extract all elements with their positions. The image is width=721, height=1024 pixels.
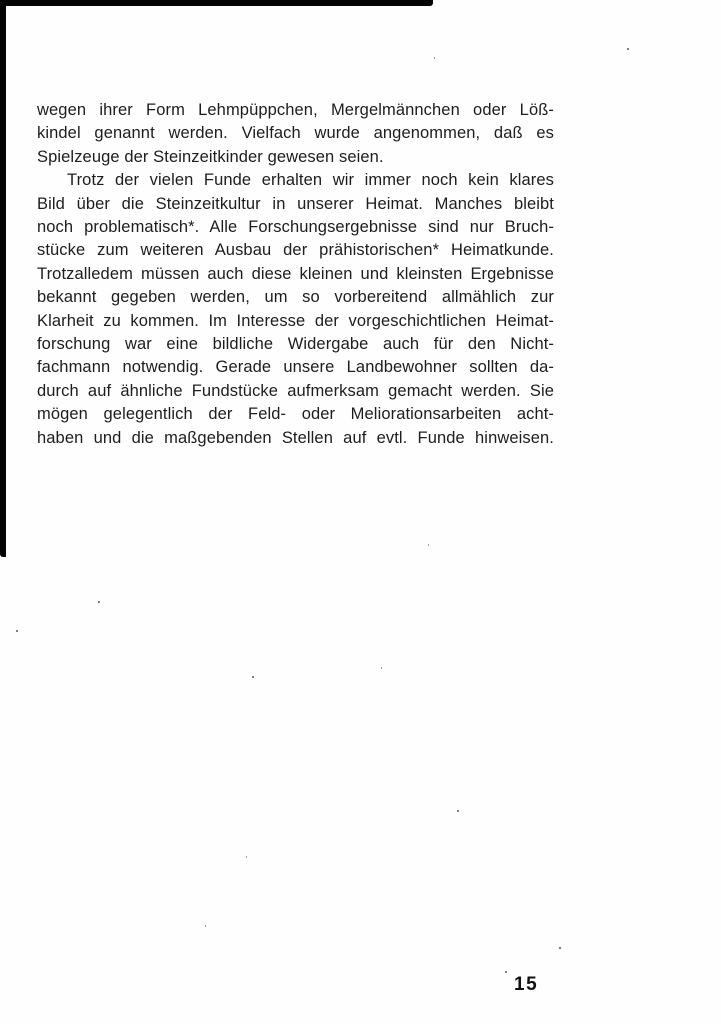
text-line: forschung war eine bildliche Widergabe auch für den Nicht-	[37, 335, 554, 354]
text-line: Bild über die Steinzeitkultur in unserer Heimat. Manches bleibt	[37, 194, 554, 213]
scan-speck	[252, 676, 254, 678]
scan-speck	[559, 947, 561, 949]
scan-speck	[627, 48, 629, 50]
text-line: durch auf ähnliche Fundstücke aufmerksam gemacht werden. Sie	[37, 381, 554, 400]
scan-artifact-left-bar	[0, 0, 6, 557]
text-line: Trotz der vielen Funde erhalten wir immer noch kein klares	[67, 171, 554, 190]
scan-artifact-top-bar	[0, 0, 433, 6]
scan-speck	[457, 810, 459, 812]
text-line: kindel genannt werden. Vielfach wurde angenommen, daß es	[37, 124, 554, 143]
text-line: bekannt gegeben werden, um so vorbereitend allmählich zur	[37, 288, 554, 307]
text-line: Klarheit zu kommen. Im Interesse der vorgeschichtlichen Heimat-	[37, 311, 554, 330]
paragraph-1	[37, 99, 554, 169]
scan-speck	[428, 544, 429, 546]
scan-speck	[205, 925, 206, 927]
scan-speck	[98, 601, 100, 603]
scan-speck	[381, 667, 382, 669]
scan-speck	[505, 971, 507, 973]
text-line: fachmann notwendig. Gerade unsere Landbewohner sollten da-	[37, 358, 554, 377]
paragraph-2	[37, 169, 554, 450]
page-number: 15	[514, 974, 539, 995]
text-line: stücke zum weiteren Ausbau der prähistorischen* Heimatkunde.	[37, 241, 554, 260]
scan-speck	[434, 57, 435, 59]
text-line: haben und die maßgebenden Stellen auf evtl. Funde hinweisen.	[37, 428, 554, 447]
text-line: wegen ihrer Form Lehmpüppchen, Mergelmännchen oder Löß-	[37, 101, 554, 119]
scan-speck	[16, 630, 18, 632]
body-text	[37, 99, 554, 450]
scan-speck	[246, 856, 247, 858]
text-line: Spielzeuge der Steinzeitkinder gewesen seien.	[37, 147, 384, 166]
text-line: Trotzalledem müssen auch diese kleinen und kleinsten Ergebnisse	[37, 264, 554, 283]
text-line: noch problematisch*. Alle Forschungsergebnisse sind nur Bruch-	[37, 218, 554, 237]
text-line: mögen gelegentlich der Feld- oder Meliorationsarbeiten acht-	[37, 405, 554, 424]
